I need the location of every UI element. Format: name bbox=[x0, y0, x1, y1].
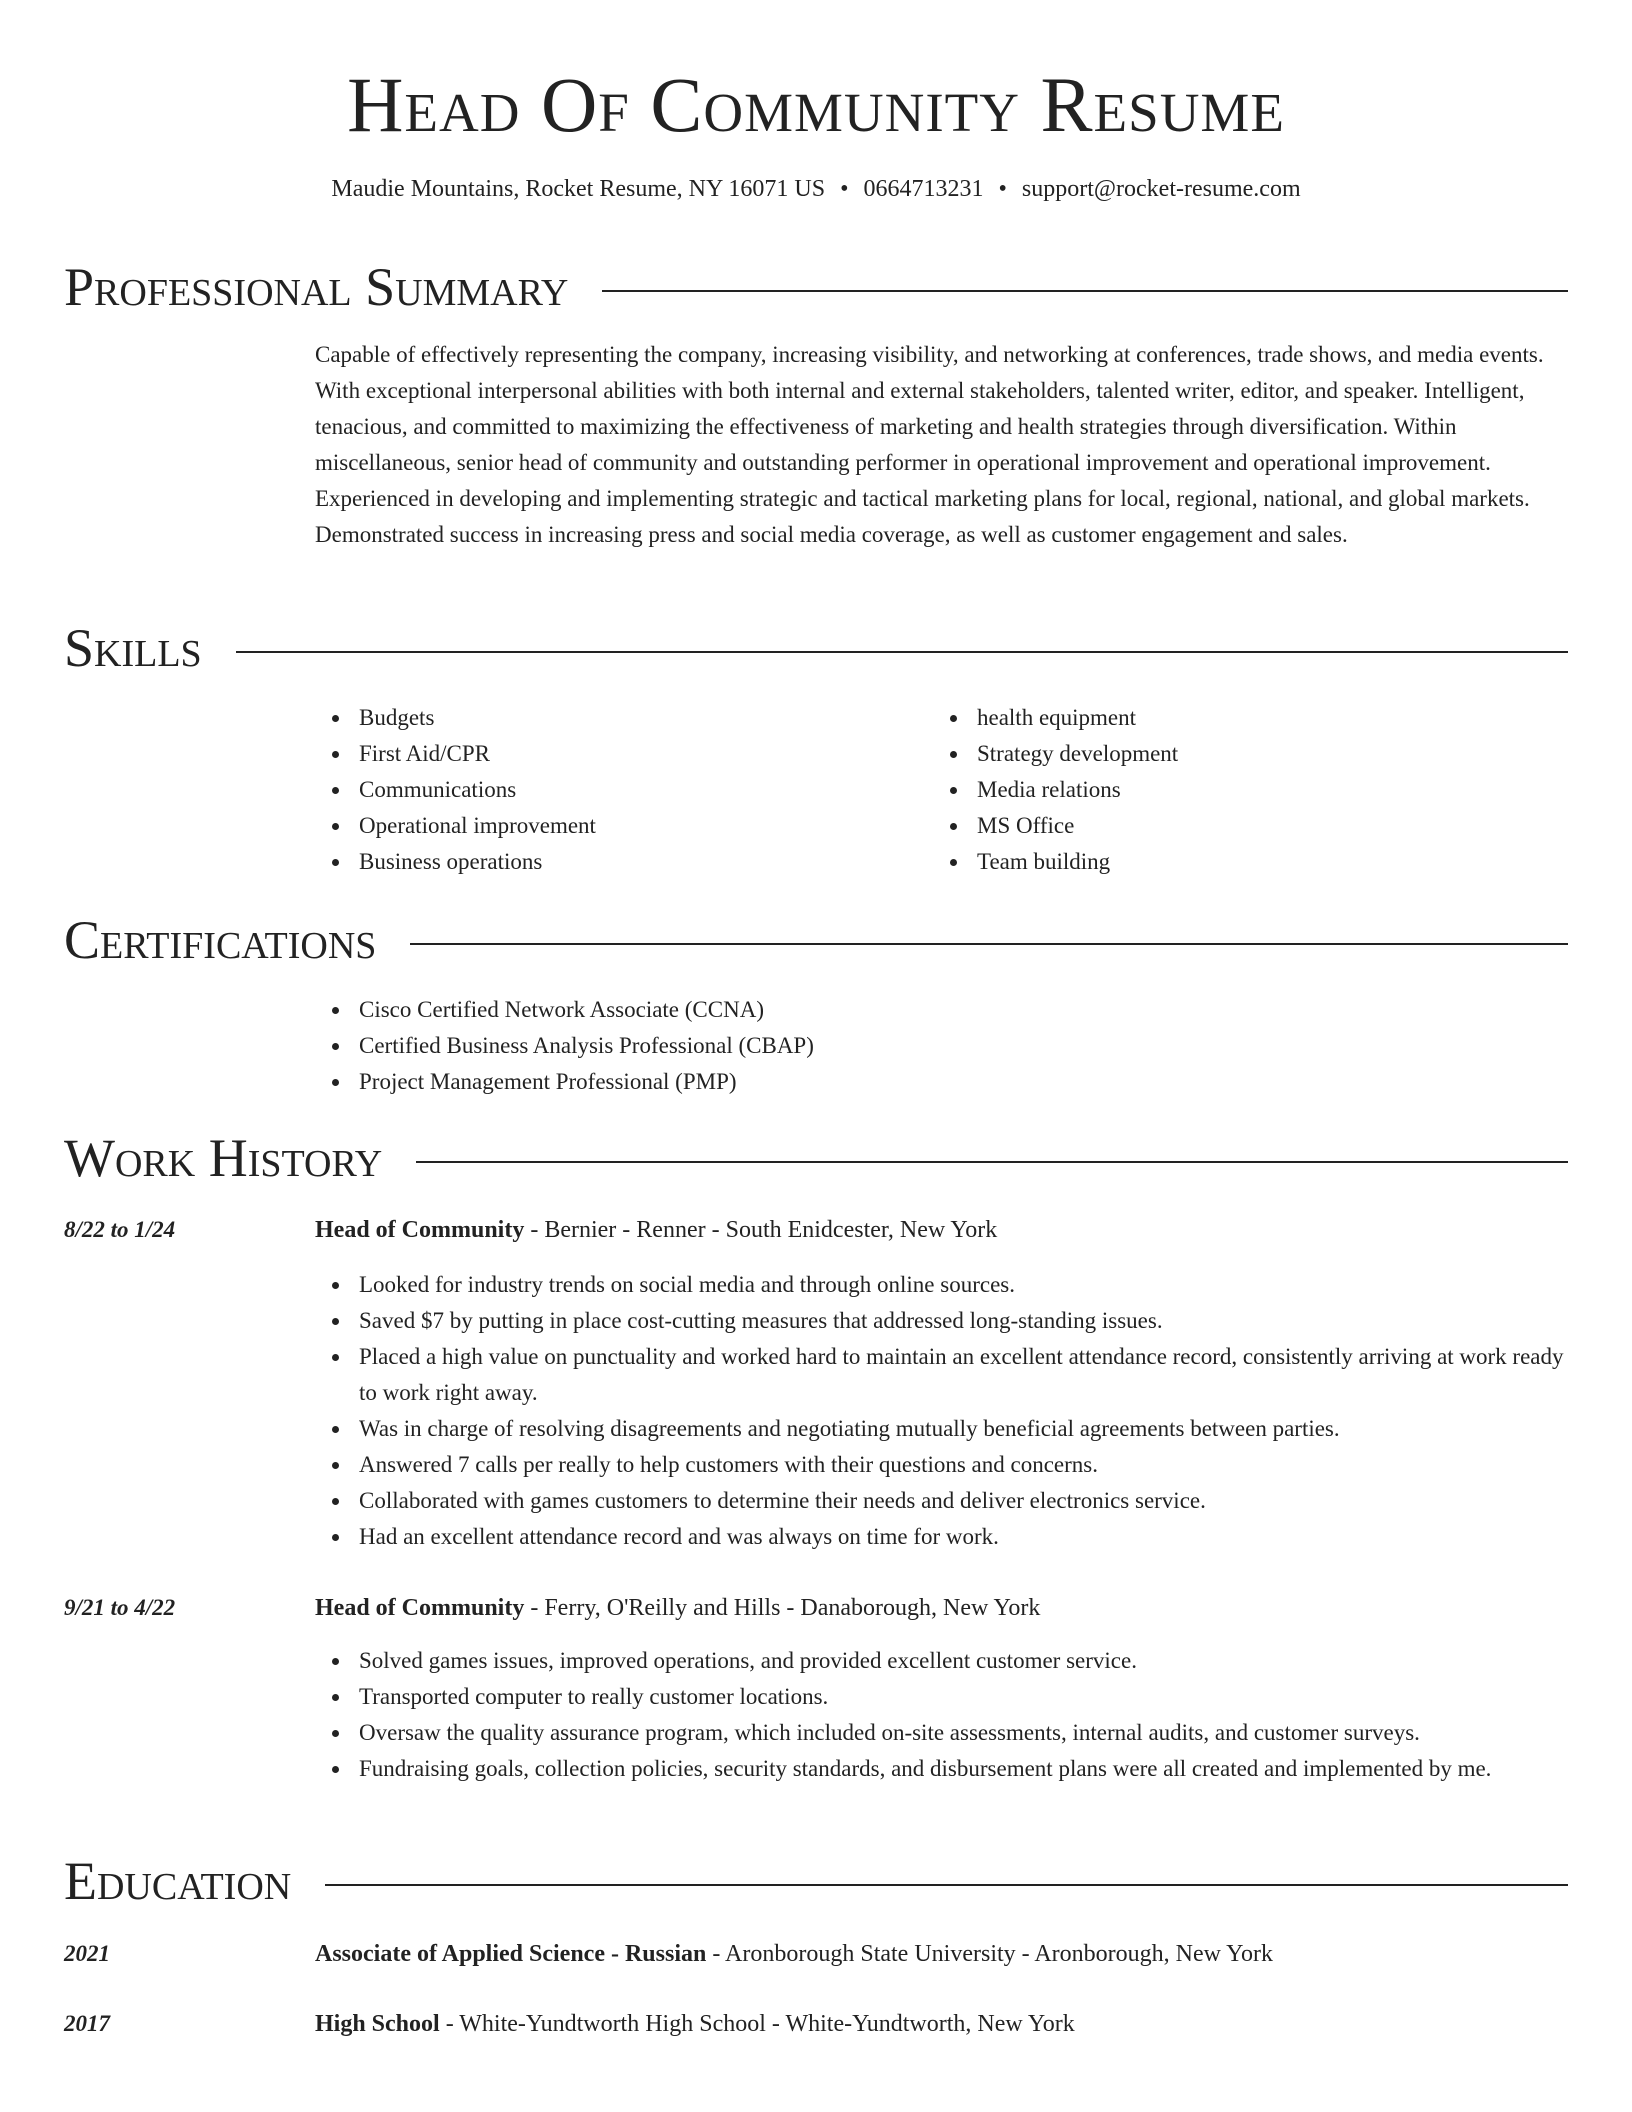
job-bullets bbox=[315, 1267, 1568, 1555]
section-heading-skills bbox=[64, 616, 1568, 680]
skill-item: Media relations bbox=[977, 772, 1577, 808]
skill-item: Operational improvement bbox=[359, 808, 919, 844]
job-bullet: Had an excellent attendance record and was always on time for work. bbox=[359, 1519, 1568, 1555]
education-entry bbox=[315, 2006, 1568, 2042]
job-title: Head of Community bbox=[315, 1595, 525, 1621]
job-bullet: Saved $7 by putting in place cost-cutting measures that addressed long-standing issues. bbox=[359, 1303, 1568, 1339]
section-title-work-history: Work History bbox=[64, 1126, 416, 1190]
education-details: - White-Yundtworth High School - White-Yundtworth, New York bbox=[439, 2011, 1075, 2037]
certification-item: Cisco Certified Network Associate (CCNA) bbox=[359, 992, 1569, 1028]
education-degree: High School bbox=[315, 2011, 440, 2037]
section-heading-summary bbox=[64, 255, 1568, 319]
job-bullet: Fundraising goals, collection policies, security standards, and disbursement plans were all created and implemented by me. bbox=[359, 1751, 1568, 1787]
education-year: 2017 bbox=[64, 2011, 110, 2036]
job-bullet: Collaborated with games customers to determine their needs and deliver electronics service. bbox=[359, 1483, 1568, 1519]
education-year: 2021 bbox=[64, 1941, 110, 1966]
job-bullet: Was in charge of resolving disagreements and negotiating mutually beneficial agreements between parties. bbox=[359, 1411, 1568, 1447]
summary-text: Capable of effectively representing the company, increasing visibility, and networking at conferences, trade shows, and media events. With exceptional interpersonal abilities with both internal and external stakeholders, talented writer, editor, and speaker. Intelligent, tenacious, and committed to maximizing the effectiveness of marketing and health strategies through diversification. Within miscellaneous, senior head of community and outstanding performer in operational improvement and operational improvement. Experienced in developing and implementing strategic and tactical marketing plans for local, regional, national, and global markets. Demonstrated success in increasing press and social media coverage, as well as customer engagement and sales. bbox=[315, 342, 1544, 547]
education-entry bbox=[315, 1936, 1568, 1972]
contact-email[interactable]: support@rocket-resume.com bbox=[1021, 176, 1301, 202]
job-bullet: Answered 7 calls per really to help customers with their questions and concerns. bbox=[359, 1447, 1568, 1483]
education-details: - Aronborough State University - Aronborough, New York bbox=[706, 1941, 1273, 1967]
job-bullet: Looked for industry trends on social media and through online sources. bbox=[359, 1267, 1568, 1303]
section-title-summary: Professional Summary bbox=[64, 255, 602, 319]
job-details: - Bernier - Renner - South Enidcester, New York bbox=[524, 1217, 998, 1243]
contact-separator: • bbox=[998, 176, 1007, 202]
job-title: Head of Community bbox=[315, 1217, 525, 1243]
section-divider bbox=[64, 651, 1568, 653]
certification-item: Project Management Professional (PMP) bbox=[359, 1064, 1569, 1100]
education-degree: Associate of Applied Science - Russian bbox=[315, 1941, 707, 1967]
section-title-skills: Skills bbox=[64, 616, 236, 680]
skill-item: Business operations bbox=[359, 844, 919, 880]
skills-list-left bbox=[315, 700, 919, 880]
skill-item: MS Office bbox=[977, 808, 1577, 844]
skills-list-right bbox=[933, 700, 1577, 880]
job-bullet: Placed a high value on punctuality and worked hard to maintain an excellent attendance record, consistently arriving at work ready to work right away. bbox=[359, 1339, 1568, 1411]
skill-item: Communications bbox=[359, 772, 919, 808]
section-heading-education bbox=[64, 1849, 1568, 1913]
skill-item: health equipment bbox=[977, 700, 1577, 736]
skill-item: Team building bbox=[977, 844, 1577, 880]
contact-phone[interactable]: 0664713231 bbox=[863, 176, 984, 202]
section-heading-certifications bbox=[64, 908, 1568, 972]
job-bullets bbox=[315, 1643, 1568, 1787]
skill-item: Strategy development bbox=[977, 736, 1577, 772]
resume-title: Head Of Community Resume bbox=[347, 61, 1285, 148]
contact-address: Maudie Mountains, Rocket Resume, NY 16071 US bbox=[331, 176, 826, 202]
skill-item: First Aid/CPR bbox=[359, 736, 919, 772]
job-bullet: Transported computer to really customer locations. bbox=[359, 1679, 1568, 1715]
job-heading bbox=[315, 1212, 1568, 1248]
certifications-list bbox=[315, 992, 1569, 1100]
job-dates: 8/22 to 1/24 bbox=[64, 1217, 176, 1242]
job-bullet: Solved games issues, improved operations, and provided excellent customer service. bbox=[359, 1643, 1568, 1679]
contact-line bbox=[0, 173, 1632, 205]
skill-item: Budgets bbox=[359, 700, 919, 736]
certification-item: Certified Business Analysis Professional (CBAP) bbox=[359, 1028, 1569, 1064]
job-bullet: Oversaw the quality assurance program, which included on-site assessments, internal audits, and customer surveys. bbox=[359, 1715, 1568, 1751]
section-title-certifications: Certifications bbox=[64, 908, 410, 972]
section-title-education: Education bbox=[64, 1849, 325, 1913]
section-heading-work-history bbox=[64, 1126, 1568, 1190]
job-details: - Ferry, O'Reilly and Hills - Danaborough, New York bbox=[524, 1595, 1041, 1621]
contact-separator: • bbox=[840, 176, 849, 202]
job-heading bbox=[315, 1590, 1568, 1626]
job-dates: 9/21 to 4/22 bbox=[64, 1595, 176, 1620]
